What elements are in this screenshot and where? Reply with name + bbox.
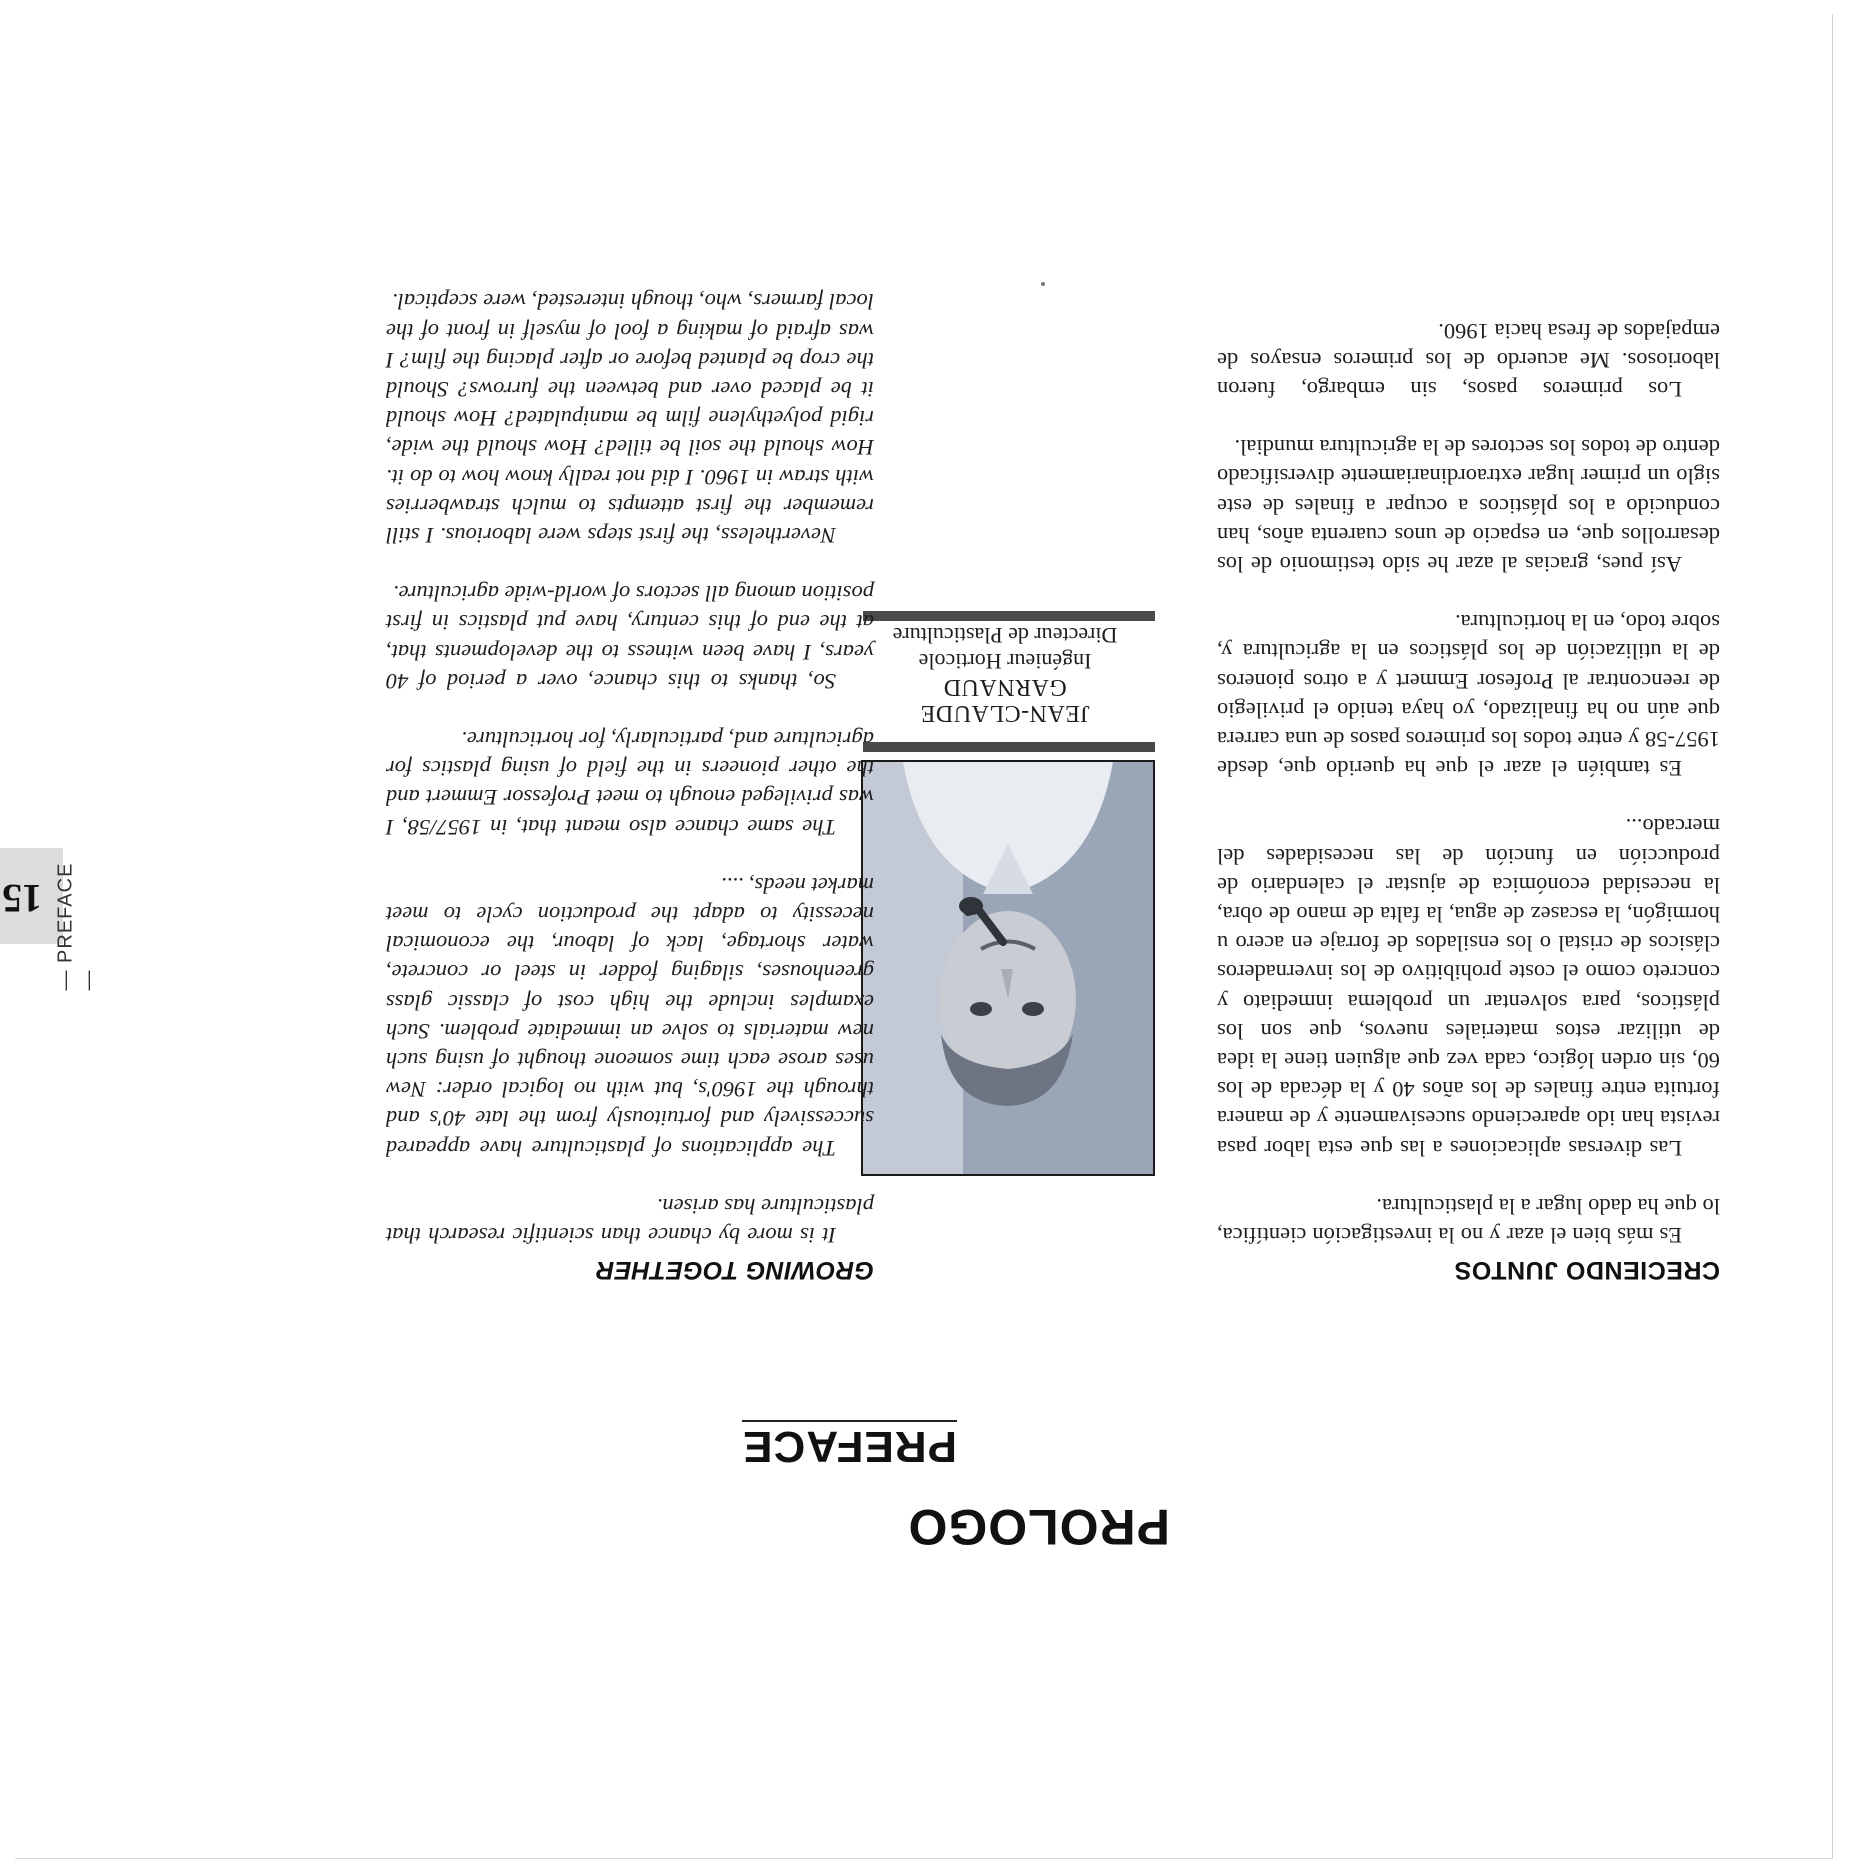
divider-bar-top — [863, 742, 1155, 752]
paragraph: So, thanks to this chance, over a period of 40 years, I have been witness to the developments that, at the end of this century, have put plastics in first position among all sectors of world-wide agriculture. — [386, 581, 874, 694]
author-role-2: Directeur de Plasticulture — [892, 623, 1118, 648]
section-side-label: — PREFACE — — [54, 862, 100, 991]
author-name: JEAN-CLAUDE GARNAUD — [920, 674, 1090, 726]
paragraph: The applications of plasticulture have appeared successively and fortuitously from the late 40's and through the 1960's, but with no logical order: New uses arose each time someone thought of using such new materials to solve an immediate problem. Such examples include the high cost of classic glass greenhouses, silaging fodder in steel or concrete, water shortage, lack of labour, the economical necessity to adapt the production cycle to meet market needs, .... — [386, 872, 874, 1161]
divider-bar-bottom — [863, 611, 1155, 621]
paragraph: Es también el azar el que ha querido que, desde 1957-58 y entre todos los primeros pasos de una carrera que aún no ha finalizado, yo haya tenido el privilegio de reencontrar al Profesor Emmert y a otros pioneros de la utilización de los plásticos en la agricultura y, sobre todo, en la horticultura. — [1217, 610, 1720, 782]
author-portrait-photo — [861, 760, 1155, 1176]
page-left-edge — [1832, 14, 1833, 1858]
paragraph: Nevertheless, the first steps were laborious. I still remember the first attempts to mulch strawberries with straw in 1960. I did not really know how to do it. How should the soil be tilled? How should the wide, rigid polyethylene film be manipulated? How should it be placed over and between the furrows? Should the crop be planted before or after placing the film? I was afraid of making a fool of myself in front of the local farmers, who, though interested, were sceptical. — [386, 289, 874, 548]
text-column-english — [386, 258, 874, 1250]
page-title-english: PREFACE — [742, 1422, 957, 1471]
page-title-spanish: PROLOGO — [907, 1499, 1170, 1555]
paragraph: Así pues, gracias al azar he sido testimonio de los desarrollos que, en espacio de unos cuarenta años, han conducido a los plásticos a ocupar a finales de este siglo un primer lugar extraordinariamente diversificado dentro de todos los sectores de la agricultura mundial. — [1217, 435, 1720, 577]
paragraph: Los primeros pasos, sin embargo, fueron laboriosos. Me acuerdo de los primeros ensayos de empajados de fresa hacia 1960. — [1217, 318, 1720, 402]
author-block — [860, 622, 1150, 726]
scan-speck — [1041, 282, 1045, 286]
paragraph: Es más bien el azar y no la investigación científica, lo que ha dado lugar a la plasticultura. — [1217, 1193, 1720, 1248]
page-top-edge — [15, 1858, 1833, 1859]
column-heading-spanish: CRECIENDO JUNTOS — [1454, 1256, 1720, 1284]
paragraph: It is more by chance than scientific research that plasticulture has arisen. — [386, 1193, 874, 1248]
paragraph: Las diversas aplicaciones a las que esta labor pasa revista han ido apareciendo sucesivamente y de manera fortuita entre finales de los años 40 y la década de los 60, sin orden lógico, cada vez que alguien tiene la idea de utilizar estos materiales nuevos, que son los plásticos, para solventar un problema inmediato y concreto como el coste prohibitivo de los invernaderos clásicos de cristal o los ensilados de forraje en acero u hormigón, la escasez de agua, la falta de mano de obra, la necesidad económica de ajustar el calendario de producción en función de las necesidades del mercado... — [1217, 814, 1720, 1161]
portrait-illustration — [863, 762, 1153, 1174]
author-role-1: Ingénieur Horticole — [918, 649, 1092, 674]
paragraph: The same chance also meant that, in 1957/58, I was privileged enough to meet Professor Emmert and the other pioneers in the field of using plastics for agriculture and, particularly, for horticulture. — [386, 726, 874, 840]
text-column-spanish — [1217, 287, 1720, 1250]
page-number: 15 — [2, 876, 42, 921]
column-heading-english: GROWING TOGETHER — [595, 1256, 874, 1284]
